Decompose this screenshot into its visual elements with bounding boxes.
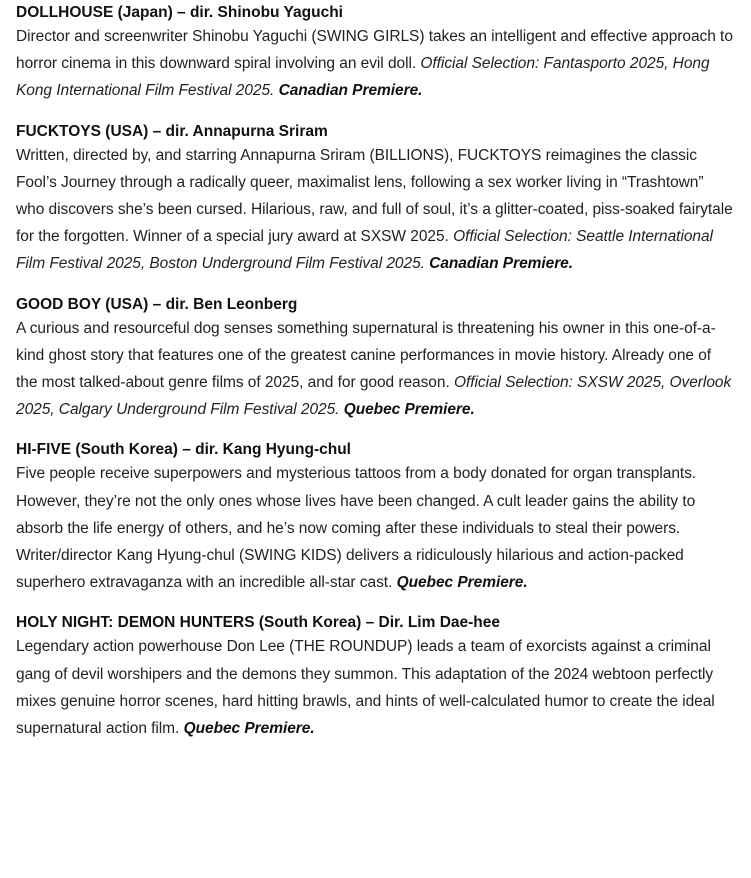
film-description-block <box>16 23 733 105</box>
film-entry-holy-night <box>16 610 733 742</box>
premiere-status: Canadian Premiere. <box>278 82 423 100</box>
premiere-status: Quebec Premiere. <box>183 720 315 738</box>
film-description-block <box>16 315 733 424</box>
film-entry-hi-five <box>16 437 733 596</box>
film-title: GOOD BOY (USA) – dir. Ben Leonberg <box>16 295 298 313</box>
film-title: DOLLHOUSE (Japan) – dir. Shinobu Yaguchi <box>16 4 343 21</box>
film-description: Written, directed by, and starring Annapurna Sriram (BILLIONS), FUCKTOYS reimagines the classic Fool’s Journey through a radically queer, maximalist lens, following a sex worker living in “Trashtown” who discovers she’s been cursed. Hilarious, raw, and full of soul, it’s a glitter-coated, piss-soaked fairytale for the forgotten. Winner of a special jury award at SXSW 2025. <box>16 146 733 246</box>
film-entry-fucktoys <box>16 119 733 278</box>
film-description: Director and screenwriter Shinobu Yaguchi (SWING GIRLS) takes an intelligent and effective approach to horror cinema in this downward spiral involving an evil doll. <box>16 28 733 73</box>
official-selection: Official Selection: Fantasporto 2025, Hong Kong International Film Festival 2025. <box>16 55 710 100</box>
official-selection: Official Selection: SXSW 2025, Overlook 2025, Calgary Underground Film Festival 2025. <box>16 374 732 419</box>
film-description: Five people receive superpowers and mysterious tattoos from a body donated for organ transplants. However, they’re not the only ones whose lives have been changed. A cult leader gains the ability to absorb the life energy of others, and he’s now coming after these individuals to steal their powers. Writer/director Kang Hyung-chul (SWING KIDS) delivers a ridiculously hilarious and action-packed superhero extravaganza with an incredible all-star cast. <box>16 465 697 592</box>
premiere-status: Quebec Premiere. <box>343 401 475 419</box>
film-title: HI-FIVE (South Korea) – dir. Kang Hyung-chul <box>16 441 351 459</box>
official-selection: Official Selection: Seattle International Film Festival 2025, Boston Underground Film Festival 2025. <box>16 228 713 273</box>
film-description-block <box>16 142 733 278</box>
premiere-status: Quebec Premiere. <box>396 574 528 592</box>
film-description: Legendary action powerhouse Don Lee (THE ROUNDUP) leads a team of exorcists against a criminal gang of devil worshipers and the demons they summon. This adaptation of the 2024 webtoon perfectly mixes genuine horror scenes, hard hitting brawls, and hints of well-calculated humor to create the ideal supernatural action film. <box>16 638 715 738</box>
film-title: FUCKTOYS (USA) – dir. Annapurna Sriram <box>16 122 328 140</box>
film-description: A curious and resourceful dog senses something supernatural is threatening his owner in this one-of-a-kind ghost story that features one of the greatest canine performances in movie history. Already one of the most talked-about genre films of 2025, and for good reason. <box>16 319 716 392</box>
film-description-block <box>16 460 733 596</box>
film-entry-good-boy <box>16 292 733 424</box>
premiere-status: Canadian Premiere. <box>429 255 574 273</box>
film-entry-dollhouse <box>16 0 733 105</box>
film-title: HOLY NIGHT: DEMON HUNTERS (South Korea) – Dir. Lim Dae-hee <box>16 614 501 632</box>
film-description-block <box>16 633 733 742</box>
